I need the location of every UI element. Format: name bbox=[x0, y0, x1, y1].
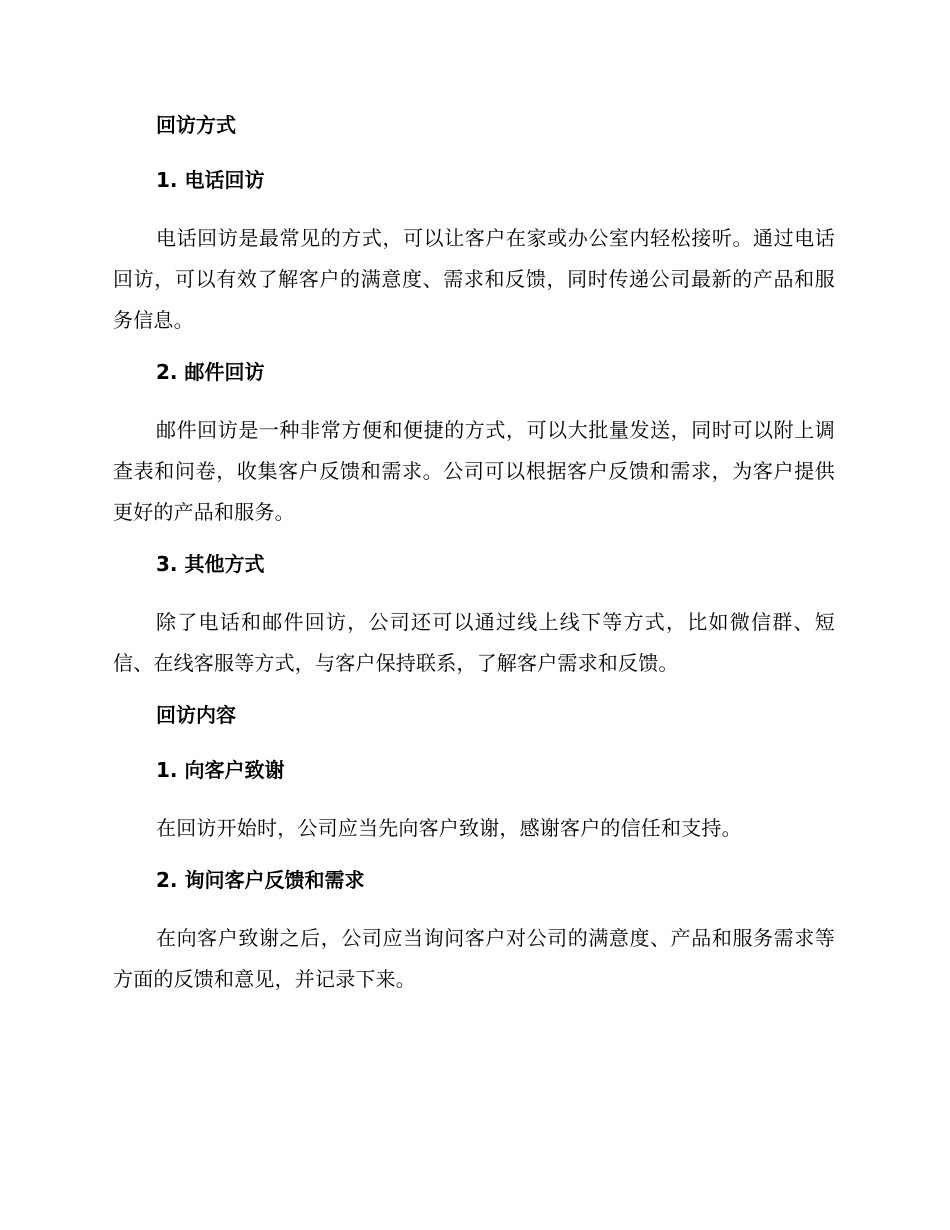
paragraph-other-methods: 除了电话和邮件回访，公司还可以通过线上线下等方式，比如微信群、短信、在线客服等方式，与客户保持联系，了解客户需求和反馈。 bbox=[113, 610, 835, 675]
paragraph-email-followup: 邮件回访是一种非常方便和便捷的方式，可以大批量发送，同时可以附上调查表和问卷，收集客户反馈和需求。公司可以根据客户反馈和需求，为客户提供更好的产品和服务。 bbox=[113, 418, 835, 524]
paragraph-thank-customer: 在回访开始时，公司应当先向客户致谢，感谢客户的信任和支持。 bbox=[156, 816, 742, 840]
subheading-phone-followup: 1. 电话回访 bbox=[156, 168, 265, 192]
subheading-ask-feedback: 2. 询问客户反馈和需求 bbox=[156, 868, 365, 892]
paragraph-phone-followup: 电话回访是最常见的方式，可以让客户在家或办公室内轻松接听。通过电话回访，可以有效了解客户的满意度、需求和反馈，同时传递公司最新的产品和服务信息。 bbox=[113, 226, 835, 332]
section-heading-followup-content: 回访内容 bbox=[156, 703, 236, 727]
paragraph-ask-feedback: 在向客户致谢之后，公司应当询问客户对公司的满意度、产品和服务需求等方面的反馈和意见，并记录下来。 bbox=[113, 926, 835, 991]
subheading-other-methods: 3. 其他方式 bbox=[156, 552, 265, 576]
document-body bbox=[113, 108, 835, 1014]
subheading-thank-customer: 1. 向客户致谢 bbox=[156, 758, 285, 782]
section-heading-followup-methods: 回访方式 bbox=[156, 113, 236, 137]
subheading-email-followup: 2. 邮件回访 bbox=[156, 360, 265, 384]
